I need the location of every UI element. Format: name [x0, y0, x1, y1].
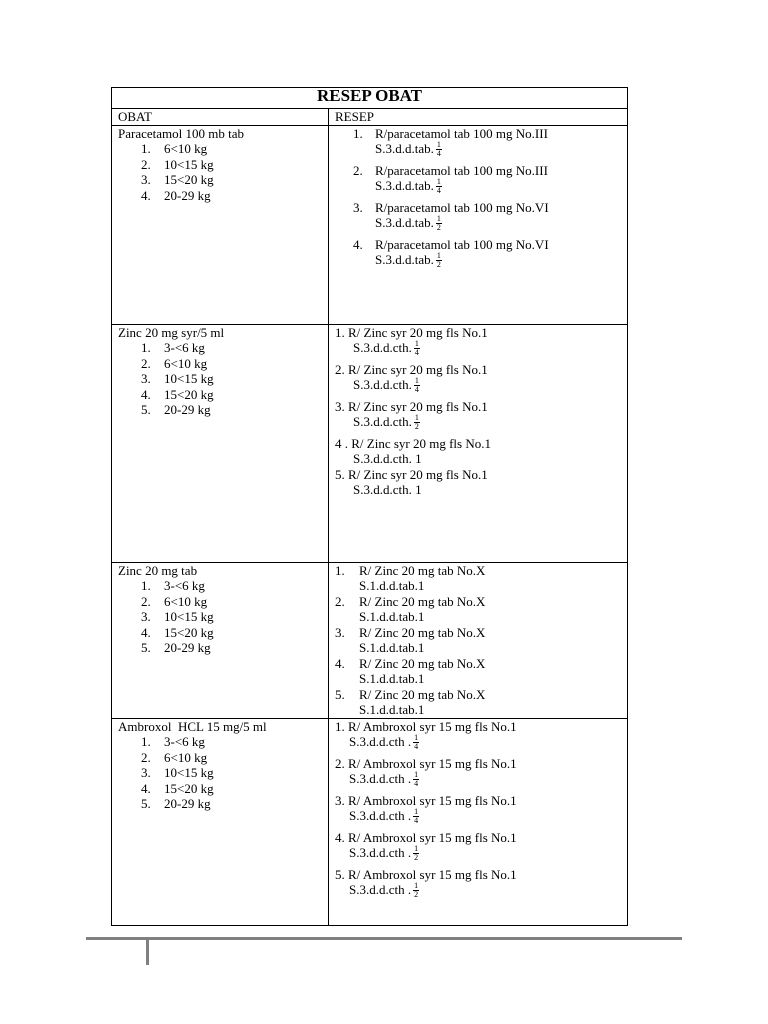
drug-name: Paracetamol 100 mb tab — [118, 125, 244, 141]
drug-name: Ambroxol HCL 15 mg/5 ml — [118, 718, 267, 734]
fraction: $\frac{1}{4}$ — [414, 375, 419, 394]
drug-name: Zinc 20 mg tab — [118, 562, 198, 578]
recipe-cell — [329, 562, 628, 718]
footer-divider — [86, 937, 682, 940]
weight-item: 1. 3-<6 kg — [141, 578, 205, 593]
drug-cell — [112, 718, 329, 925]
fraction: $\frac{1}{4}$ — [414, 338, 419, 357]
recipe-cell — [329, 125, 628, 324]
recipe-item: 1. R/ Ambroxol syr 15 mg fls No.1 S.3.d.d.cth . $\frac{1}{4}$ — [335, 718, 517, 751]
weight-list — [118, 141, 328, 203]
weight-list — [118, 578, 328, 656]
column-header-resep: RESEP — [329, 109, 628, 126]
fraction: $\frac{1}{2}$ — [414, 412, 419, 431]
weight-item: 3. 10<15 kg — [141, 371, 214, 386]
drug-cell — [112, 562, 329, 718]
weight-item: 2. 6<10 kg — [141, 355, 208, 371]
recipe-item: 4. R/ Zinc 20 mg tab No.X S.1.d.d.tab.1 — [335, 655, 486, 686]
drug-cell — [112, 125, 329, 324]
recipe-item: 3. R/ Ambroxol syr 15 mg fls No.1 S.3.d.d.cth . $\frac{1}{4}$ — [335, 792, 517, 825]
recipe-item: 5. R/ Zinc syr 20 mg fls No.1 S.3.d.d.cth. 1 — [335, 466, 488, 498]
recipe-item: 2. R/ Zinc 20 mg tab No.X S.1.d.d.tab.1 — [335, 593, 486, 624]
weight-item: 5. 20-29 kg — [141, 640, 211, 655]
recipe-cell — [329, 718, 628, 925]
column-header-obat: OBAT — [112, 109, 329, 126]
recipe-item: 1. R/ Zinc syr 20 mg fls No.1 S.3.d.d.cth. $\frac{1}{4}$ — [335, 324, 488, 357]
recipe-item: 3. R/ Zinc syr 20 mg fls No.1 S.3.d.d.cth. $\frac{1}{2}$ — [335, 398, 488, 431]
recipe-item: 2. R/ Zinc syr 20 mg fls No.1 S.3.d.d.cth. $\frac{1}{4}$ — [335, 361, 488, 394]
weight-item: 3. 15<20 kg — [141, 172, 214, 187]
weight-item: 2. 10<15 kg — [141, 156, 214, 172]
recipe-item: 3. R/ Zinc 20 mg tab No.X S.1.d.d.tab.1 — [335, 624, 486, 655]
fraction: $\frac{1}{4}$ — [414, 732, 419, 751]
recipe-item: 1. R/ Zinc 20 mg tab No.X S.1.d.d.tab.1 — [335, 562, 486, 593]
recipe-item: 2. R/ Ambroxol syr 15 mg fls No.1 S.3.d.d.cth . $\frac{1}{4}$ — [335, 755, 517, 788]
drug-cell — [112, 324, 329, 562]
weight-item: 1. 3-<6 kg — [141, 734, 205, 749]
weight-item: 4. 15<20 kg — [141, 780, 214, 796]
recipe-item: 4 . R/ Zinc syr 20 mg fls No.1 S.3.d.d.cth. 1 — [335, 435, 491, 467]
recipe-item: 5. R/ Zinc 20 mg tab No.X S.1.d.d.tab.1 — [335, 686, 486, 717]
recipe-item: 3. R/paracetamol tab 100 mg No.VI S.3.d.d.tab. $\frac{1}{2}$ — [353, 199, 549, 232]
weight-list — [118, 734, 328, 812]
weight-item: 3. 10<15 kg — [141, 609, 214, 624]
weight-item: 4. 15<20 kg — [141, 386, 214, 402]
recipe-item: 4. R/paracetamol tab 100 mg No.VI S.3.d.d.tab. $\frac{1}{2}$ — [353, 236, 549, 269]
table-title: RESEP OBAT — [112, 88, 628, 109]
footer-tick — [146, 940, 149, 965]
prescription-table — [111, 87, 628, 926]
weight-item: 4. 15<20 kg — [141, 624, 214, 640]
fraction: $\frac{1}{2}$ — [436, 213, 441, 232]
fraction: $\frac{1}{2}$ — [436, 250, 441, 269]
weight-list — [118, 340, 328, 418]
fraction: $\frac{1}{4}$ — [436, 139, 441, 158]
recipe-item: 4. R/ Ambroxol syr 15 mg fls No.1 S.3.d.d.cth . $\frac{1}{2}$ — [335, 829, 517, 862]
weight-item: 4. 20-29 kg — [141, 187, 211, 203]
recipe-item: 1. R/paracetamol tab 100 mg No.III S.3.d.d.tab. $\frac{1}{4}$ — [353, 125, 548, 158]
recipe-item: 5. R/ Ambroxol syr 15 mg fls No.1 S.3.d.d.cth . $\frac{1}{2}$ — [335, 866, 517, 899]
weight-item: 3. 10<15 kg — [141, 765, 214, 780]
weight-item: 2. 6<10 kg — [141, 593, 208, 609]
fraction: $\frac{1}{4}$ — [414, 769, 419, 788]
fraction: $\frac{1}{4}$ — [436, 176, 441, 195]
recipe-cell — [329, 324, 628, 562]
drug-name: Zinc 20 mg syr/5 ml — [118, 324, 225, 340]
weight-item: 2. 6<10 kg — [141, 749, 208, 765]
fraction: $\frac{1}{2}$ — [414, 843, 419, 862]
recipe-item: 2. R/paracetamol tab 100 mg No.III S.3.d.d.tab. $\frac{1}{4}$ — [353, 162, 548, 195]
weight-item: 5. 20-29 kg — [141, 402, 211, 417]
weight-item: 1. 6<10 kg — [141, 141, 208, 156]
fraction: $\frac{1}{2}$ — [414, 880, 419, 899]
fraction: $\frac{1}{4}$ — [414, 806, 419, 825]
weight-item: 5. 20-29 kg — [141, 796, 211, 811]
weight-item: 1. 3-<6 kg — [141, 340, 205, 355]
